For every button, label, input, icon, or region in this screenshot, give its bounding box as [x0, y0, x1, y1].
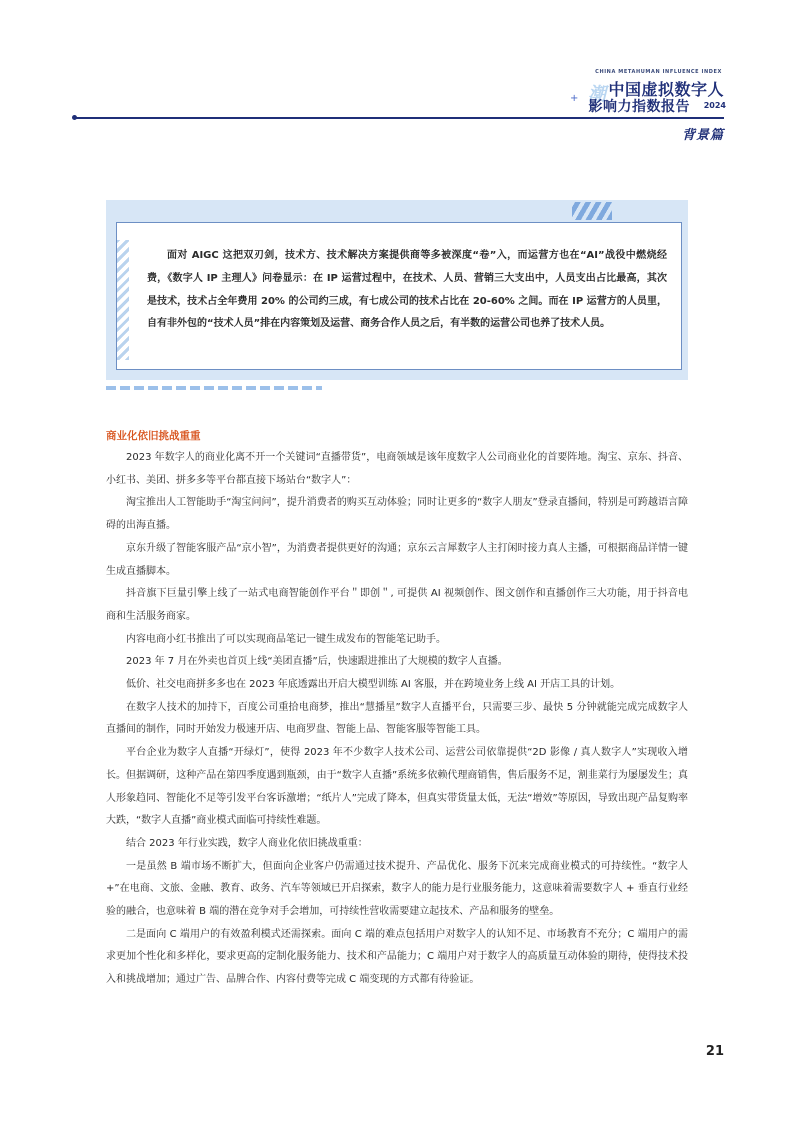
body-paragraph: 在数字人技术的加持下，百度公司重拾电商梦，推出“慧播星”数字人直播平台，只需要三步、最快 5 分钟就能完成完成数字人直播间的制作，同时开始发力极速开店、电商罗盘、智能上品、智能客服等智能工具。 [106, 701, 688, 736]
body-paragraph: 平台企业为数字人直播“开绿灯”，使得 2023 年不少数字人技术公司、运营公司依靠提供“2D 影像 / 真人数字人”实现收入增长。但据调研，这种产品在第四季度遇到瓶颈，由于“数字人直播”系统多依赖代理商销售，售后服务不足，割韭菜行为屡屡发生；真人形象趋同、智能化不足等引发平台客诉激增；“纸片人”完成了降本，但真实带货量太低，无法“增效”等原因，导致出现产品复购率大跌，“数字人直播”商业模式面临可持续性难题。 [106, 747, 688, 827]
header-title-line1: 中国虚拟数字人 [608, 80, 724, 99]
body-paragraph: 结合 2023 年行业实践，数字人商业化依旧挑战重重： [126, 837, 368, 849]
body-paragraph: 淘宝推出人工智能助手“淘宝问问”，提升消费者的购买互动体验；同时让更多的“数字人朋友”登录直播间，特别是可跨越语言障碍的出海直播。 [106, 497, 688, 532]
header-decorative-glyph: 潮 [588, 84, 606, 105]
header-rule [74, 117, 724, 119]
body-paragraph: 二是面向 C 端用户的有效盈利模式还需探索。面向 C 端的难点包括用户对数字人的认知不足、市场教育不充分；C 端用户的需求更加个性化和多样化，要求更高的定制化服务能力、技术和产品能力；C 端用户对于数字人的高质量互动体验的期待，使得技术投入和挑战增加；通过广告、品牌合作、内容付费等完成 C 端变现的方式都有待验证。 [106, 928, 688, 986]
section-heading: 商业化依旧挑战重重 [106, 430, 201, 442]
page-number: 21 [705, 1044, 724, 1059]
callout-stripes-top [572, 202, 612, 220]
body-paragraph: 抖音旗下巨量引擎上线了一站式电商智能创作平台＂即创＂, 可提供 AI 视频创作、图文创作和直播创作三大功能，用于抖音电商和生活服务商家。 [106, 588, 688, 622]
callout-stripes-bottom [106, 386, 322, 390]
callout-paragraph: 面对 AIGC 这把双刃剑，技术方、技术解决方案提供商等多被深度“卷”入，而运营方也在“AI”战役中燃烧经费，《数字人 IP 主理人》问卷显示：在 IP 运营过程中，在技术、人员、营销三大支出中，人员支出占比最高，其次是技术，技术占全年费用 20% 的公司约三成，有七成公司的技术占比在 20-60% 之间。而在 IP 运营方的人员里，自有非外包的“技术人员”排在内容策划及运营、商务合作人员之后，有半数的运营公司也养了技术人员。 [147, 250, 667, 330]
body-paragraph: 2023 年数字人的商业化离不开一个关键词“直播带货”，电商领域是该年度数字人公司商业化的首要阵地。淘宝、京东、抖音、小红书、美团、拼多多等平台都直接下场站台“数字人”： [106, 452, 688, 486]
section-tag: 背景篇 [681, 128, 724, 143]
body-paragraph: 低价、社交电商拼多多也在 2023 年底透露出开启大模型训练 AI 客服，并在跨境业务上线 AI 开店工具的计划。 [126, 679, 621, 691]
body-paragraph: 一是虽然 B 端市场不断扩大，但面向企业客户仍需通过技术提升、产品优化、服务下沉来完成商业模式的可持续性。“数字人 +”在电商、文旅、金融、教育、政务、汽车等领域已开启探索，数字人的能力是行业服务能力，这意味着需要数字人 + 垂直行业经验的融合，也意味着 B 端的潜在竞争对手会增加，可持续性营收需要建立起技术、产品和服务的壁垒。 [106, 860, 688, 918]
callout-text [147, 245, 667, 336]
header-english-title: CHINA METAHUMAN INFLUENCE INDEX [595, 69, 722, 75]
header-plus-icon: + [570, 93, 579, 104]
callout-stripes-left [117, 240, 129, 360]
header-title-line2: 影响力指数报告 [588, 99, 690, 115]
body-text [106, 447, 688, 992]
header-year: 2024 [703, 101, 726, 110]
body-paragraph: 内容电商小红书推出了可以实现商品笔记一键生成发布的智能笔记助手。 [126, 633, 446, 645]
body-paragraph: 2023 年 7 月在外卖也首页上线“美团直播”后，快速跟进推出了大规模的数字人直播。 [126, 656, 508, 668]
body-paragraph: 京东升级了智能客服产品“京小智”，为消费者提供更好的沟通；京东云言犀数字人主打闲时接力真人主播，可根据商品详情一键生成直播脚本。 [106, 542, 688, 577]
